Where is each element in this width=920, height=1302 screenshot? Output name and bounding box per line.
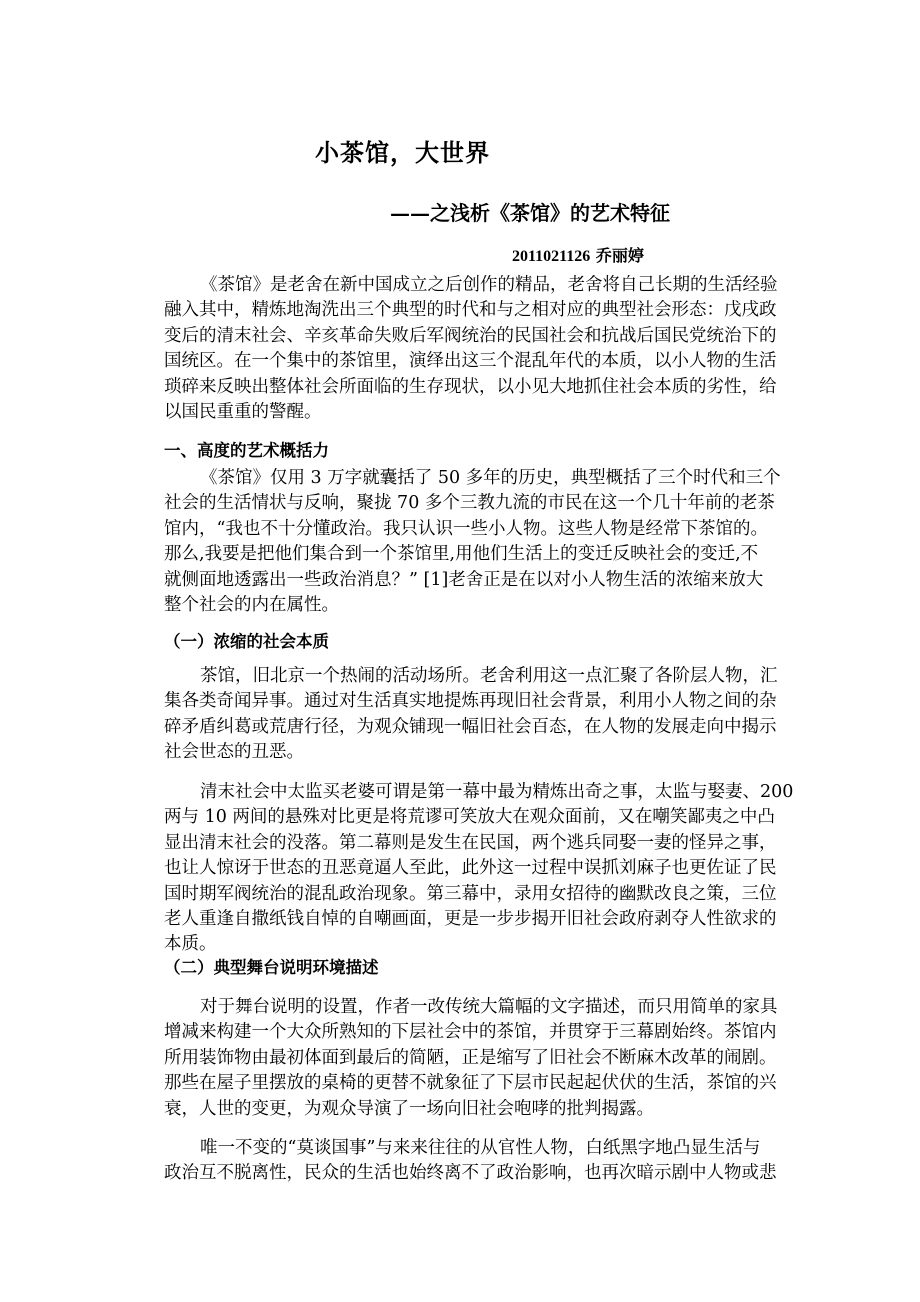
paragraph-line: 也让人惊讶于世态的丑恶竟逼人至此，此外这一过程中误抓刘麻子也更佐证了民 (164, 858, 777, 879)
paragraph-line: 那么,我要是把他们集合到一个茶馆里,用他们生活上的变迁反映社会的变迁,不 (164, 544, 759, 565)
paragraph-line: 清末社会中太监买老婆可谓是第一幕中最为精炼出奇之事，太监与娶妻、200 (200, 782, 794, 802)
paragraph-line: 馆内，“我也不十分懂政治。我只认识一些小人物。这些人物是经常下茶馆的。 (164, 518, 768, 539)
paragraph-line: 增减来构建一个大众所熟知的下层社会中的茶馆，并贯穿于三幕剧始终。茶馆内 (164, 1022, 777, 1043)
section-heading: （二）典型舞台说明环境描述 (164, 958, 379, 977)
paragraph-line: 显出清末社会的没落。第二幕则是发生在民国，两个逃兵同娶一妻的怪异之事， (164, 832, 777, 853)
paragraph-line: 社会世态的丑恶。 (164, 742, 304, 763)
paragraph-line: 对于舞台说明的设置，作者一改传统大篇幅的文字描述，而只用简单的家具 (200, 997, 778, 1017)
paragraph-line: 茶馆，旧北京一个热闹的活动场所。老舍利用这一点汇聚了各阶层人物，汇 (200, 666, 778, 686)
paragraph-line: 集各类奇闻异事。通过对生活真实地提炼再现旧社会背景，利用小人物之间的杂 (164, 691, 777, 712)
paragraph (164, 780, 794, 958)
paragraph-line: 本质。 (164, 934, 217, 955)
paragraph-line: 那些在屋子里摆放的桌椅的更替不就象征了下层市民起起伏伏的生活，茶馆的兴 (164, 1073, 777, 1094)
paragraph (164, 273, 778, 425)
paragraph-line: 整个社会的内在属性。 (164, 594, 339, 615)
section-heading: 一、高度的艺术概括力 (164, 441, 329, 460)
paragraph-line: 两与 10 两间的悬殊对比更是将荒谬可笑放大在观众面前，又在嘲笑鄙夷之中凸 (164, 807, 775, 828)
document-subtitle: ——之浅析《茶馆》的艺术特征 (390, 201, 670, 225)
paragraph-line: 所用装饰物由最初体面到最后的简陋，正是缩写了旧社会不断麻木改革的闹剧。 (164, 1047, 777, 1068)
paragraph-line: 《茶馆》仅用 3 万字就囊括了 50 多年的历史，典型概括了三个时代和三个 (200, 468, 781, 488)
paragraph-line: 社会的生活情状与反响，聚拢 70 多个三教九流的市民在这一个几十年前的老茶 (164, 493, 775, 514)
paragraph-line: 老人重逢自撒纸钱自悼的自嘲画面，更是一步步揭开旧社会政府剥夺人性欲求的 (164, 908, 777, 929)
paragraph (164, 995, 778, 1122)
author-line (512, 243, 644, 266)
paragraph-line: 国统区。在一个集中的茶馆里，演绎出这三个混乱年代的本质，以小人物的生活 (164, 351, 777, 372)
paragraph (164, 664, 778, 766)
paragraph-line: 变后的清末社会、辛亥革命失败后军阀统治的民国社会和抗战后国民党统治下的 (164, 325, 777, 346)
paragraph-line: 以国民重重的警醒。 (164, 401, 322, 422)
author-name: 乔丽婷 (595, 246, 644, 265)
paragraph-line: 融入其中，精炼地淘洗出三个典型的时代和与之相对应的典型社会形态：戊戌政 (164, 300, 777, 321)
paragraph-line: 国时期军阀统治的混乱政治现象。第三幕中，录用女招待的幽默改良之策，三位 (164, 883, 777, 904)
paragraph-line: 就侧面地透露出一些政治消息？” [1]老舍正是在以对小人物生活的浓缩来放大 (164, 569, 764, 590)
student-id: 2011021126 (512, 248, 591, 265)
paragraph (164, 466, 781, 618)
paragraph-line: 唯一不变的“莫谈国事”与来来往往的从官性人物，白纸黑字地凸显生活与 (200, 1138, 761, 1158)
paragraph-line: 政治互不脱离性，民众的生活也始终离不了政治影响，也再次暗示剧中人物或悲 (164, 1163, 777, 1184)
section-heading: （一）浓缩的社会本质 (164, 632, 329, 651)
paragraph-line: 碎矛盾纠葛或荒唐行径，为观众铺现一幅旧社会百态，在人物的发展走向中揭示 (164, 716, 777, 737)
paragraph (164, 1136, 777, 1187)
paragraph-line: 《茶馆》是老舍在新中国成立之后创作的精品，老舍将自己长期的生活经验 (200, 275, 778, 295)
paragraph-line: 琐碎来反映出整体社会所面临的生存现状，以小见大地抓住社会本质的劣性，给 (164, 376, 777, 397)
paragraph-line: 衰，人世的变更，为观众导演了一场向旧社会咆哮的批判揭露。 (164, 1098, 654, 1119)
document-title: 小茶馆，大世界 (315, 138, 490, 167)
